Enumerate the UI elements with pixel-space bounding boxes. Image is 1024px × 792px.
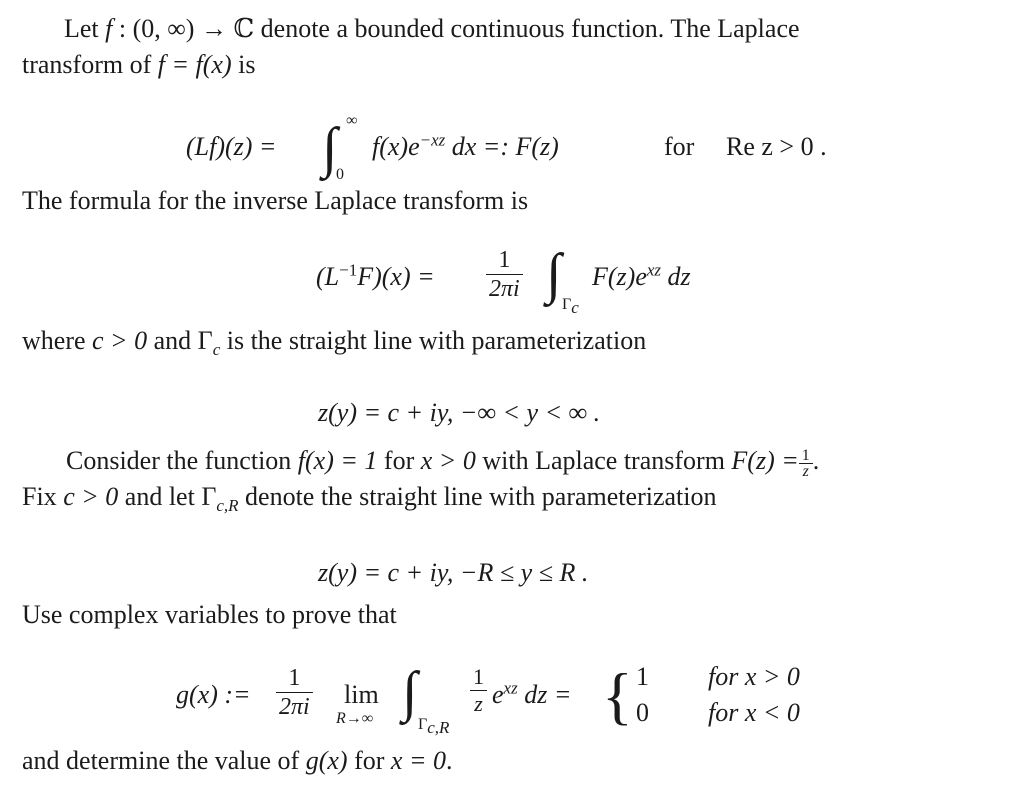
math-f-equals-one: f(x) = 1 [297,446,378,475]
eq-g-lhs: g(x) := [176,680,251,709]
math-gamma-c: $\Gamma_c$ [197,326,221,360]
eq-inverse-fraction: $\frac{1}{2\pi i}$ [486,246,523,303]
paragraph-intro-line1 [64,14,800,44]
contour-label: Γc [562,296,579,318]
text-bounded-continuous: denote a bounded continuous function. The Laplace [260,14,800,43]
eq-laplace-integrand: $f(x)e^{-xz}$ dx =: F(z) [372,130,559,161]
equation-parameterization-finite: z(y) = c + iy, −R ≤ y ≤ R . [318,558,589,587]
paragraph-consider-function: Consider the function f(x) = 1 for x > 0 with Laplace transform F(z) = $\frac{1}{z}$ . [66,446,820,480]
paragraph-intro-line2 [22,50,255,80]
eq-g-lim: lim [344,680,379,709]
math-g-of-x: g(x) [305,746,348,775]
math-domain: : (0, ∞) → ℂ [112,14,261,43]
math-x-zero: x = 0 [390,746,446,775]
paragraph-inverse-intro: The formula for the inverse Laplace transform is [22,186,529,215]
eq-g-integrand: $e^{xz}$ dz = [492,678,572,709]
contour-integral-sign: ∫ [546,243,562,305]
math-c-positive-2: c > 0 [63,482,119,511]
integral-lower-limit: 0 [336,166,344,183]
equation-laplace [0,110,1024,190]
paragraph-fix-c: Fix c > 0 and let $\Gamma_{c,R}$ denote the straight line with parameterization [22,482,717,516]
paragraph-where-c: where c > 0 and $\Gamma_c$ is the straight line with parameterization [22,326,647,360]
math-c-positive: c > 0 [92,326,148,355]
text-is: is [238,50,256,79]
text-transform-of: transform of [22,50,152,79]
case2-value: 0 [636,698,649,727]
case1-value: 1 [636,662,649,691]
cases-brace: { [602,660,633,731]
eq-g-inner-fraction: $\frac{1}{z}$ [470,664,487,717]
integral-sign: ∫ [322,117,338,179]
eq-inverse-integrand: $F(z)e^{xz}$ dz [592,260,691,291]
case1-condition: for x > 0 [708,662,800,691]
eq-g-fraction: $\frac{1}{2\pi i}$ [276,664,313,721]
contour-label-2: Γc,R [418,716,450,738]
contour-integral-sign-2: ∫ [402,661,418,723]
eq-inverse-lhs: $(L^{-1}F)(x)$ = [316,260,435,291]
paragraph-use-complex-variables: Use complex variables to prove that [22,600,397,629]
equation-parameterization-infinite: z(y) = c + iy, −∞ < y < ∞ . [318,398,601,427]
case2-condition: for x < 0 [708,698,800,727]
math-f-equals: f = f(x) [157,50,232,79]
integral-upper-limit: ∞ [346,112,358,129]
eq-laplace-for: for [664,132,695,161]
eq-laplace-condition: Re z > 0 . [726,132,827,161]
equation-inverse-laplace [0,240,1024,320]
math-gamma-cR: $\Gamma_{c,R}$ [201,482,239,516]
math-f: f [105,14,113,43]
eq-laplace-lhs: (Lf)(z) = [186,132,277,161]
math-F-of-z: F(z) = [731,446,799,475]
equation-g-definition [0,654,1024,744]
math-x-positive: x > 0 [420,446,476,475]
math-one-over-z: $\frac{1}{z}$ [799,448,813,479]
paragraph-determine-g0: and determine the value of g(x) for x = 0. [22,746,453,775]
eq-g-lim-subscript: R→∞ [336,710,374,727]
text-let: Let [64,14,99,43]
